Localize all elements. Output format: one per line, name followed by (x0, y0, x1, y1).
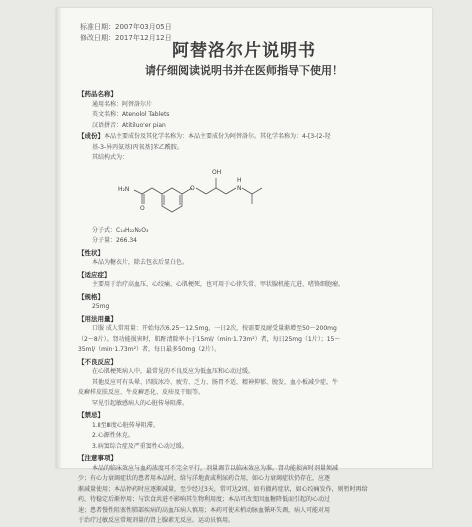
section-head-name: 【药品名称】 (78, 90, 117, 98)
section-head-usage: 【用法用量】 (78, 314, 117, 323)
document-subtitle: 请仔细阅读说明书并在医师指导下使用！ (145, 64, 343, 77)
caution-line-2: 少；有心力衰竭症状的患者用本品时，给与洋地黄或利尿药合用，如心力衰竭症状仍存在，应逐 (78, 475, 331, 482)
usage-line-1: 口服 成人常用量：开始每次6.25～12.5mg，一日2次，按需要及耐受量渐增至50～200mg (92, 325, 337, 332)
contra-item-1: 1.Ⅱ至Ⅲ度心脏传导阻滞。 (92, 421, 159, 429)
pinyin-name: 汉语拼音：Atitiluo'er pian (92, 121, 166, 129)
section-head-adverse: 【不良反应】 (78, 357, 117, 366)
contra-item-3: 3.病窦综合症及严重窦性心动过缓。 (92, 442, 188, 450)
adverse-line-1: 在心肌梗死病人中，最常见的不良反应为低血压和心动过缓。 (92, 368, 255, 375)
caution-line-1: 本品的临床效应与血药浓度可不完全平行，剂量调节以临床效应为准。肾功能损害时剂量须减 (92, 464, 339, 472)
molecular-weight: 分子量：266.34 (92, 237, 137, 244)
english-name: 英文名称：Atenolol Tablets (92, 111, 170, 118)
leaflet-page (56, 8, 432, 524)
standard-date: 标准日期：2007年03月05日 (80, 23, 172, 31)
caution-line-4: 药，待稳定后渐停用；与饮食共进不影响其生物利用度；本品可改变因血糖降低而引起的心动过 (78, 496, 331, 503)
section-head-spec: 【规格】 (78, 292, 104, 301)
indication-text: 主要用于治疗高血压、心绞痛、心肌梗死，也可用于心律失常、甲状腺机能亢进、嗜铬细胞瘤。 (92, 281, 345, 288)
structure-label: 其结构式为： (92, 154, 129, 161)
section-head-contra: 【禁忌】 (78, 411, 104, 419)
usage-line-3: 35ml/（min·1.73m²）者，每日最多50mg（2片）。 (78, 346, 221, 353)
composition-text-1: 本品主要成份及其化学名称为：本品主要成份为阿替洛尔。其化学名称为：4-[3-(2-羟 (104, 133, 331, 140)
formula-atom-oh: OH (212, 168, 222, 176)
caution-line-5: 速；患者慢性阻塞性肺部疾病的高血压病人慎用；本药可使末梢动脉血循环失调，病人可能对用 (78, 506, 331, 514)
caution-line-3: 渐减量使用；本品停药时应逐渐减量，至少经过3天，常可达2周。如有撤药症状，如心绞痛发作，则暂时再给 (78, 485, 368, 493)
section-head-caution: 【注意事项】 (78, 454, 117, 462)
character-text: 本品为糖衣片，除去包衣后显白色。 (92, 259, 189, 266)
document-title: 阿替洛尔片说明书 (172, 41, 316, 61)
adverse-line-4: 罕见引起敏感病人的心脏传导阻滞。 (92, 399, 189, 407)
adverse-line-3: 皮癣样皮肤反应、牛皮癣恶化、皮疹及干眼等。 (78, 389, 205, 396)
section-head-character: 【性状】 (78, 248, 104, 257)
formula-atom-amide: H₂N (118, 185, 130, 193)
revision-date: 修改日期：2017年12月12日 (80, 34, 172, 42)
formula-atom-h: H (237, 176, 242, 184)
composition-text-2: 基-3-异丙氨基)丙氧基]苯乙酰胺。 (92, 143, 183, 151)
caution-line-6: 于治疗过敏反应常规剂量的肾上腺素无反应。运动员慎用。 (78, 517, 235, 524)
leaflet-content (78, 88, 420, 527)
generic-name: 通用名称：阿替洛尔片 (92, 100, 153, 108)
section-head-composition: 【成份】 (78, 132, 104, 140)
usage-line-2: （2～8片）。肾功能损害时，肌酐清除率小于15ml/（min·1.73m²）者，每日25mg（1片）；15～ (78, 335, 341, 343)
formula-atom-carbonyl-o: O (140, 204, 145, 212)
adverse-line-2: 其他反应可有头晕、四肢冰冷、疲劳、乏力、肠胃不适、精神抑郁、脱发、血小板减少症、牛 (92, 378, 339, 386)
structural-formula (92, 164, 420, 226)
formula-atom-ether-o: O (190, 184, 195, 192)
spec-text: 25mg (92, 303, 110, 310)
molecular-formula: 分子式：C₁₄H₂₂N₂O₃ (92, 226, 149, 234)
formula-atom-n: N (237, 184, 242, 192)
section-head-indication: 【适应症】 (78, 270, 111, 279)
contra-item-2: 2.心源性休克。 (92, 432, 134, 439)
